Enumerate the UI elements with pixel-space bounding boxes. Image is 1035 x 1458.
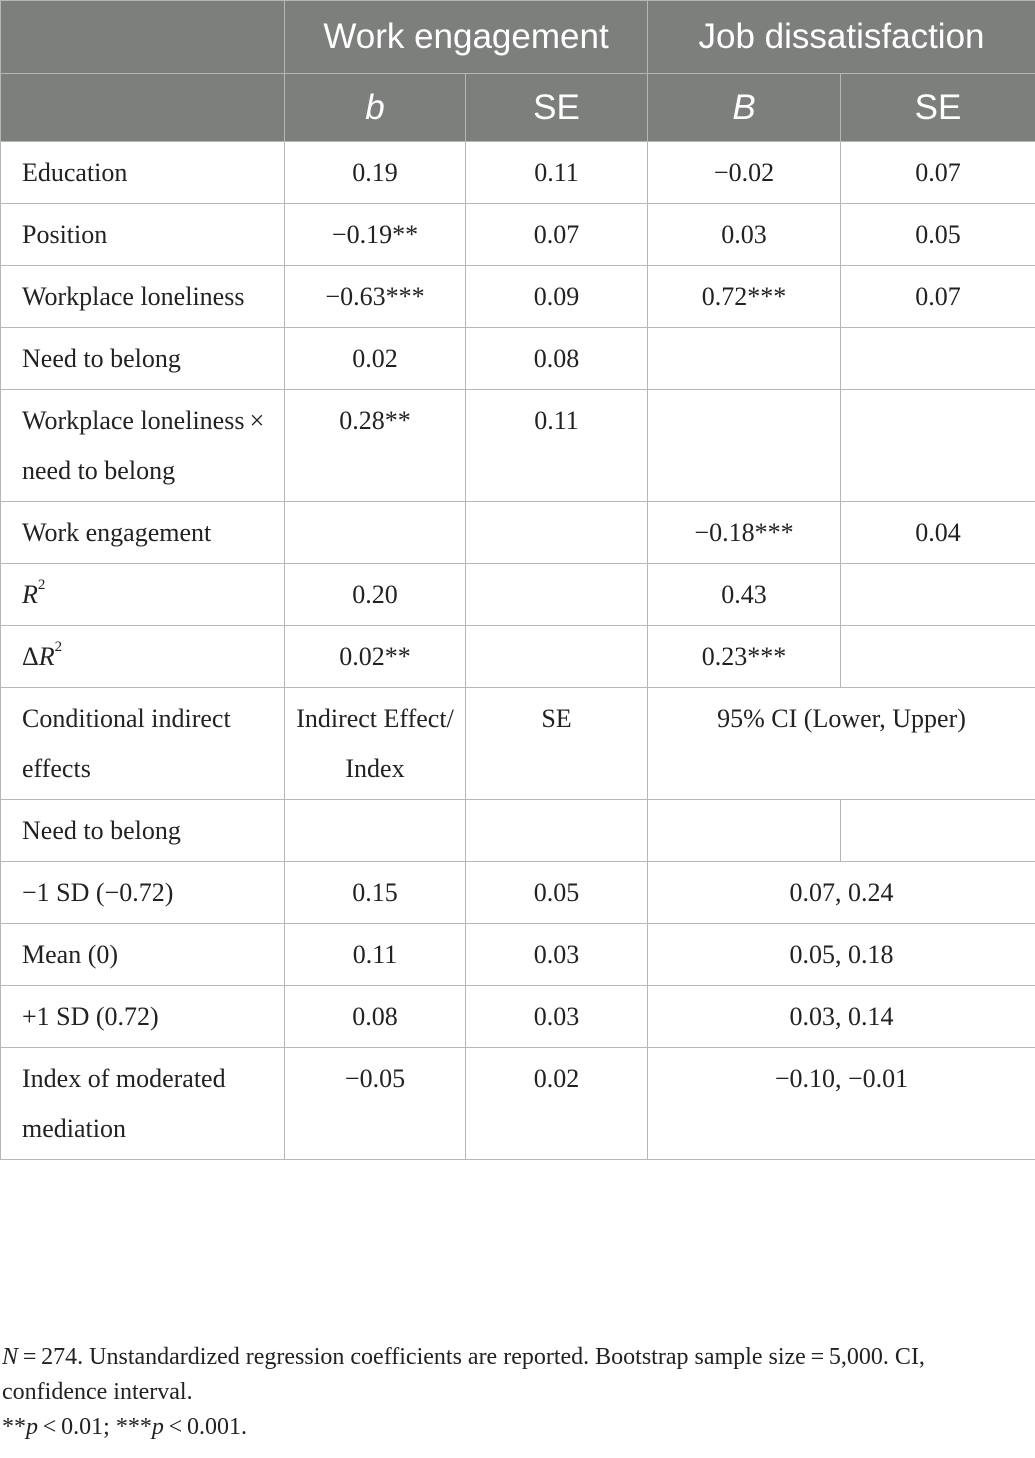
table-row-delta-r-squared: [1, 626, 1035, 688]
cell: 0.19: [285, 142, 466, 204]
row-label: Work engagement: [1, 502, 285, 564]
table-row-minus-1sd: [1, 862, 1035, 924]
cell: 0.11: [466, 142, 648, 204]
cell: 0.08: [466, 328, 648, 390]
row-label: Position: [1, 204, 285, 266]
cell-ci: 0.03, 0.14: [648, 986, 1035, 1048]
cell: −0.19**: [285, 204, 466, 266]
cell: [841, 800, 1035, 862]
cell: 0.09: [466, 266, 648, 328]
row-label: Index of moderated mediation: [1, 1048, 285, 1160]
table-row-plus-1sd: [1, 986, 1035, 1048]
cell: [648, 800, 841, 862]
p-variable: p: [151, 1414, 164, 1440]
table-row-need-to-belong: [1, 328, 1035, 390]
cell: [648, 390, 841, 502]
table-row-conditional-header: [1, 688, 1035, 800]
cell: 0.02: [466, 1048, 648, 1160]
table-row-work-engagement: [1, 502, 1035, 564]
cell: 0.04: [841, 502, 1035, 564]
stars-two: **: [2, 1414, 26, 1440]
cell: [841, 564, 1035, 626]
table-row-mean: [1, 924, 1035, 986]
cell: [466, 502, 648, 564]
cell: 0.03: [466, 924, 648, 986]
row-label: Need to belong: [1, 800, 285, 862]
stars-three: ***: [115, 1414, 152, 1440]
cell: [841, 626, 1035, 688]
cell: 0.15: [285, 862, 466, 924]
r-superscript: 2: [54, 639, 63, 656]
r-superscript: 2: [37, 577, 46, 594]
row-label: +1 SD (0.72): [1, 986, 285, 1048]
row-label: −1 SD (−0.72): [1, 862, 285, 924]
n-variable: N: [2, 1344, 19, 1370]
row-label: Mean (0): [1, 924, 285, 986]
cell: 0.05: [841, 204, 1035, 266]
header-row-groups: [1, 1, 1035, 74]
cell: −0.18***: [648, 502, 841, 564]
cell: SE: [466, 688, 648, 800]
header-empty-cell: [1, 1, 285, 74]
cell: 0.07: [466, 204, 648, 266]
table-row-r-squared: [1, 564, 1035, 626]
row-label: [1, 626, 285, 688]
cell: 0.11: [285, 924, 466, 986]
cell: [841, 390, 1035, 502]
cell: 0.03: [648, 204, 841, 266]
cell: [285, 502, 466, 564]
row-label: Education: [1, 142, 285, 204]
cell: 0.20: [285, 564, 466, 626]
cell: −0.02: [648, 142, 841, 204]
cell: 0.28**: [285, 390, 466, 502]
r-variable: R: [22, 580, 38, 609]
header-B: B: [648, 74, 841, 142]
cell: 0.02**: [285, 626, 466, 688]
footnote-sample-text: = 274. Unstandardized regression coefficients are reported. Bootstrap sample size = 5,000. CI, confidence interval.: [2, 1344, 925, 1405]
cell: 0.03: [466, 986, 648, 1048]
table-row-position: [1, 204, 1035, 266]
header-se-2: SE: [841, 74, 1035, 142]
cell-ci: −0.10, −0.01: [648, 1048, 1035, 1160]
r-variable: R: [38, 642, 55, 671]
row-label: Workplace loneliness: [1, 266, 285, 328]
cell: [841, 328, 1035, 390]
table-row-education: [1, 142, 1035, 204]
cell: [648, 328, 841, 390]
sig-three-text: < 0.001.: [163, 1414, 247, 1440]
cell: [285, 800, 466, 862]
cell: −0.05: [285, 1048, 466, 1160]
delta-symbol: Δ: [22, 642, 39, 671]
cell: [466, 626, 648, 688]
header-work-engagement: Work engagement: [285, 1, 648, 74]
cell: 0.02: [285, 328, 466, 390]
table-footnotes: [2, 1340, 1032, 1445]
row-label: Workplace loneliness × need to belong: [1, 390, 285, 502]
cell: 0.43: [648, 564, 841, 626]
footnote-significance: [2, 1410, 1032, 1445]
table-row-index-moderated-mediation: [1, 1048, 1035, 1160]
cell: 0.23***: [648, 626, 841, 688]
cell: 0.08: [285, 986, 466, 1048]
cell-ci: 0.05, 0.18: [648, 924, 1035, 986]
cell: [466, 800, 648, 862]
cell-ci: 0.07, 0.24: [648, 862, 1035, 924]
row-label: Need to belong: [1, 328, 285, 390]
row-label: Conditional indirect effects: [1, 688, 285, 800]
cell: −0.63***: [285, 266, 466, 328]
cell: Indirect Effect/ Index: [285, 688, 466, 800]
header-se-1: SE: [466, 74, 648, 142]
cell: 0.07: [841, 142, 1035, 204]
header-empty-cell-2: [1, 74, 285, 142]
cell: 0.11: [466, 390, 648, 502]
table-row-need-to-belong-moderator: [1, 800, 1035, 862]
sig-two-text: < 0.01;: [38, 1414, 116, 1440]
header-job-dissatisfaction: Job dissatisfaction: [648, 1, 1035, 74]
footnote-sample: [2, 1340, 1032, 1410]
header-b: b: [285, 74, 466, 142]
table-row-workplace-loneliness: [1, 266, 1035, 328]
row-label: [1, 564, 285, 626]
p-variable: p: [26, 1414, 38, 1440]
cell: 0.07: [841, 266, 1035, 328]
cell: 0.05: [466, 862, 648, 924]
cell: [466, 564, 648, 626]
header-row-stats: [1, 74, 1035, 142]
table-row-interaction: [1, 390, 1035, 502]
cell: 0.72***: [648, 266, 841, 328]
cell-ci-header: 95% CI (Lower, Upper): [648, 688, 1035, 800]
